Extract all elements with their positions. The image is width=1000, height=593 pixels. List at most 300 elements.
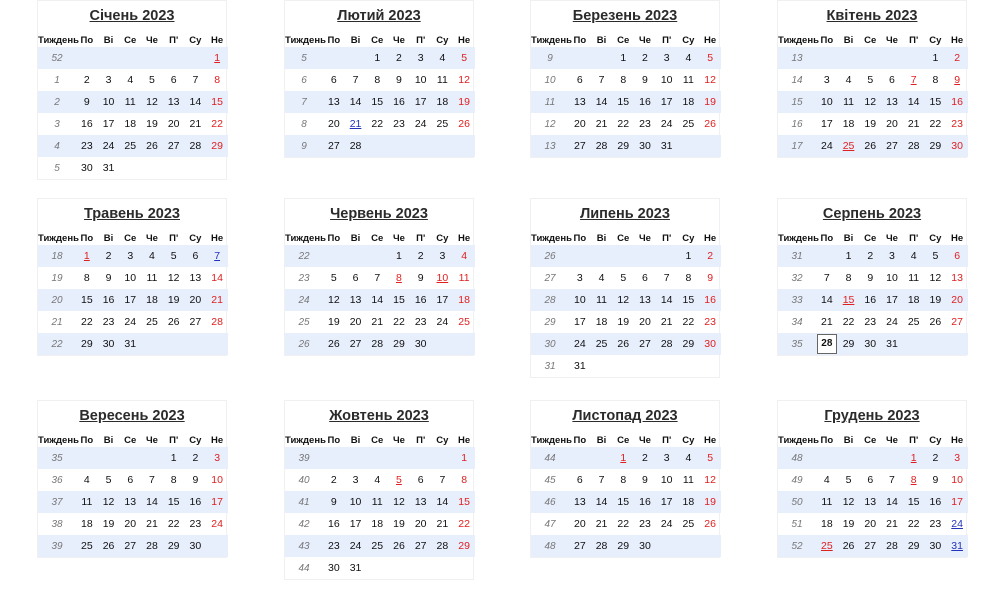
weekday-header: По bbox=[327, 435, 341, 446]
day-cell: 27 bbox=[345, 333, 367, 355]
day-cell: 19 bbox=[925, 289, 947, 311]
empty-day-cell bbox=[119, 47, 141, 69]
week-number: 34 bbox=[791, 316, 803, 328]
day-cell: 2 bbox=[699, 245, 721, 267]
day-cell: 5 bbox=[163, 245, 185, 267]
day-cell: 28 bbox=[366, 333, 388, 355]
week-row bbox=[38, 447, 228, 469]
day-cell: 4 bbox=[83, 474, 90, 486]
week-row bbox=[531, 491, 721, 513]
week-number: 26 bbox=[285, 333, 323, 355]
empty-day-cell bbox=[345, 245, 367, 267]
empty-day-cell bbox=[185, 157, 207, 179]
month-panel bbox=[37, 400, 227, 558]
day-cell: 1 bbox=[366, 47, 388, 69]
day-cell: 14 bbox=[591, 491, 613, 513]
month-table bbox=[531, 434, 721, 557]
day-cell: 15 bbox=[453, 491, 475, 513]
month-title-link[interactable]: Червень 2023 bbox=[330, 206, 428, 222]
weekday-header: П' bbox=[416, 233, 426, 244]
holiday-link[interactable]: 21 bbox=[349, 118, 362, 130]
week-number: 4 bbox=[38, 135, 76, 157]
day-cell: 30 bbox=[859, 333, 881, 355]
month-table bbox=[531, 232, 721, 377]
day-cell: 22 bbox=[929, 118, 942, 130]
day-cell: 25 bbox=[907, 316, 920, 328]
day-cell: 11 bbox=[458, 272, 470, 284]
weekday-header: Че bbox=[885, 435, 898, 446]
weekday-header: П' bbox=[909, 35, 919, 46]
week-number: 50 bbox=[778, 491, 816, 513]
day-cell: 11 bbox=[366, 491, 388, 513]
empty-day-cell bbox=[323, 47, 345, 69]
week-number: 44 bbox=[298, 562, 310, 574]
weekday-header: Су bbox=[682, 233, 695, 244]
holiday-link[interactable]: 15 bbox=[842, 294, 855, 306]
weekday-header: Су bbox=[929, 35, 942, 46]
day-cell: 9 bbox=[642, 474, 648, 486]
week-number: 6 bbox=[301, 74, 307, 86]
month-title-link[interactable]: Травень 2023 bbox=[84, 206, 180, 222]
weekday-header: Су bbox=[189, 35, 202, 46]
day-cell: 26 bbox=[167, 316, 180, 328]
day-cell: 24 bbox=[436, 316, 449, 328]
day-cell: 24 bbox=[660, 118, 673, 130]
week-row bbox=[778, 113, 968, 135]
week-number: 44 bbox=[531, 447, 569, 469]
empty-day-cell bbox=[453, 333, 475, 355]
holiday-link[interactable]: 10 bbox=[436, 272, 449, 284]
day-cell: 22 bbox=[842, 316, 855, 328]
week-row bbox=[531, 469, 721, 491]
week-row bbox=[778, 267, 968, 289]
day-cell: 21 bbox=[595, 518, 608, 530]
day-cell bbox=[388, 267, 410, 289]
week-row bbox=[285, 535, 475, 557]
day-cell bbox=[903, 469, 925, 491]
week-row bbox=[531, 447, 721, 469]
week-number: 48 bbox=[531, 535, 569, 557]
day-cell: 22 bbox=[371, 118, 384, 130]
month-panel bbox=[284, 400, 474, 580]
weekday-header: Су bbox=[436, 435, 449, 446]
holiday-link[interactable]: 1 bbox=[83, 250, 90, 262]
day-cell: 13 bbox=[881, 91, 903, 113]
empty-day-cell bbox=[816, 47, 838, 69]
month-title-link[interactable]: Жовтень 2023 bbox=[329, 408, 429, 424]
day-cell: 23 bbox=[414, 316, 427, 328]
day-cell: 15 bbox=[612, 491, 634, 513]
day-cell: 6 bbox=[185, 245, 207, 267]
weekday-header-row bbox=[531, 232, 721, 245]
day-cell: 27 bbox=[189, 316, 202, 328]
month-title-link[interactable]: Січень 2023 bbox=[89, 8, 175, 24]
weekday-header: Се bbox=[124, 435, 137, 446]
day-cell: 14 bbox=[903, 91, 925, 113]
day-cell: 24 bbox=[816, 135, 838, 157]
week-number-header: Тиждень bbox=[778, 233, 819, 244]
weekday-header: Се bbox=[371, 233, 384, 244]
day-cell: 20 bbox=[864, 518, 877, 530]
holiday-link[interactable]: 31 bbox=[951, 540, 963, 552]
day-cell: 5 bbox=[620, 272, 627, 284]
empty-day-cell bbox=[881, 47, 903, 69]
holiday-link[interactable]: 25 bbox=[821, 540, 833, 552]
weekday-header: Су bbox=[682, 435, 695, 446]
weekday-header-row bbox=[38, 232, 228, 245]
day-cell: 7 bbox=[192, 74, 199, 86]
day-cell: 8 bbox=[83, 272, 90, 284]
weekday-header-row bbox=[38, 34, 228, 47]
day-cell: 11 bbox=[816, 491, 838, 513]
day-cell: 7 bbox=[889, 474, 895, 486]
day-cell: 13 bbox=[163, 91, 185, 113]
weekday-header: Че bbox=[638, 435, 651, 446]
empty-day-cell bbox=[816, 447, 838, 469]
empty-day-cell bbox=[925, 333, 947, 355]
day-cell: 5 bbox=[330, 272, 337, 284]
empty-day-cell bbox=[634, 245, 656, 267]
week-row bbox=[285, 469, 475, 491]
weekday-header: Не bbox=[951, 233, 964, 244]
day-cell: 14 bbox=[816, 289, 838, 311]
week-row bbox=[531, 333, 721, 355]
day-cell: 19 bbox=[102, 518, 115, 530]
empty-day-cell bbox=[98, 47, 120, 69]
weekday-header: Ві bbox=[843, 233, 854, 244]
day-cell: 11 bbox=[146, 272, 158, 284]
day-cell: 17 bbox=[349, 518, 362, 530]
month-table bbox=[285, 232, 475, 355]
empty-day-cell bbox=[656, 355, 678, 377]
week-row bbox=[778, 289, 968, 311]
day-cell: 27 bbox=[163, 135, 185, 157]
weekday-header: По bbox=[573, 35, 587, 46]
day-cell: 9 bbox=[105, 272, 112, 284]
month-panel bbox=[530, 198, 720, 378]
weekday-header: Че bbox=[885, 35, 898, 46]
day-cell: 16 bbox=[859, 289, 881, 311]
weekday-header: Су bbox=[189, 233, 202, 244]
day-cell: 4 bbox=[678, 447, 700, 469]
week-number: 39 bbox=[285, 447, 323, 469]
empty-day-cell bbox=[345, 47, 367, 69]
day-cell: 28 bbox=[903, 135, 925, 157]
day-cell bbox=[206, 245, 228, 267]
empty-day-cell bbox=[323, 447, 345, 469]
weekday-header-row bbox=[285, 232, 475, 245]
day-cell: 10 bbox=[886, 272, 898, 284]
day-cell: 20 bbox=[167, 118, 180, 130]
empty-day-cell bbox=[453, 557, 475, 579]
holiday-link[interactable]: 25 bbox=[842, 140, 855, 152]
week-number: 11 bbox=[531, 91, 569, 113]
weekday-header: Не bbox=[458, 35, 471, 46]
empty-day-cell bbox=[388, 135, 410, 157]
day-cell: 10 bbox=[660, 474, 673, 486]
weekday-header: Су bbox=[682, 35, 695, 46]
month-title-link[interactable]: Серпень 2023 bbox=[822, 206, 922, 222]
day-cell: 30 bbox=[634, 535, 656, 557]
day-cell: 18 bbox=[432, 91, 454, 113]
weekday-header: Се bbox=[617, 435, 630, 446]
month-title-link[interactable]: Вересень 2023 bbox=[79, 408, 185, 424]
month-title-link[interactable]: Липень 2023 bbox=[580, 206, 670, 222]
day-cell: 5 bbox=[149, 74, 155, 86]
day-cell: 31 bbox=[574, 360, 586, 372]
weekday-header: Ві bbox=[596, 35, 607, 46]
weekday-header: Не bbox=[704, 435, 717, 446]
weekday-header: По bbox=[820, 35, 834, 46]
week-row bbox=[38, 289, 228, 311]
week-number: 19 bbox=[51, 272, 63, 284]
empty-day-cell bbox=[656, 245, 678, 267]
week-number: 29 bbox=[544, 316, 556, 328]
week-number: 40 bbox=[298, 474, 310, 486]
day-cell: 29 bbox=[612, 535, 634, 557]
week-number: 5 bbox=[285, 47, 323, 69]
day-cell: 17 bbox=[881, 289, 903, 311]
day-cell: 7 bbox=[439, 474, 446, 486]
day-cell: 12 bbox=[167, 272, 180, 284]
empty-day-cell bbox=[388, 447, 410, 469]
month-panel bbox=[777, 0, 967, 158]
day-cell: 27 bbox=[634, 333, 656, 355]
day-cell: 16 bbox=[81, 118, 93, 130]
weekday-header: Че bbox=[638, 233, 651, 244]
day-cell bbox=[76, 245, 98, 267]
week-number-header: Тиждень bbox=[38, 35, 79, 46]
weekday-header: П' bbox=[169, 35, 179, 46]
empty-day-cell bbox=[612, 245, 634, 267]
day-cell: 1 bbox=[388, 245, 410, 267]
day-cell: 31 bbox=[656, 135, 678, 157]
week-row bbox=[285, 91, 475, 113]
day-cell: 28 bbox=[656, 333, 678, 355]
week-number: 10 bbox=[544, 74, 556, 86]
holiday-link[interactable]: 9 bbox=[954, 74, 961, 86]
day-cell: 15 bbox=[76, 289, 98, 311]
day-cell: 18 bbox=[81, 518, 93, 530]
week-row bbox=[285, 557, 475, 579]
day-cell: 30 bbox=[410, 333, 432, 355]
day-cell: 29 bbox=[612, 135, 634, 157]
day-cell: 16 bbox=[634, 91, 656, 113]
day-cell: 20 bbox=[328, 118, 340, 130]
day-cell: 16 bbox=[98, 289, 120, 311]
month-panel bbox=[777, 400, 967, 558]
week-number-header: Тиждень bbox=[285, 35, 326, 46]
week-row bbox=[285, 491, 475, 513]
day-cell: 22 bbox=[211, 118, 223, 130]
day-cell: 5 bbox=[105, 474, 112, 486]
day-cell: 8 bbox=[620, 74, 627, 86]
day-cell: 11 bbox=[908, 272, 920, 284]
empty-day-cell bbox=[323, 245, 345, 267]
day-cell: 27 bbox=[569, 535, 591, 557]
day-cell: 3 bbox=[656, 447, 678, 469]
week-number: 8 bbox=[301, 118, 307, 130]
weekday-header-row bbox=[38, 434, 228, 447]
week-number: 38 bbox=[51, 518, 63, 530]
day-cell: 27 bbox=[881, 135, 903, 157]
weekday-header: Че bbox=[392, 435, 405, 446]
day-cell bbox=[838, 135, 860, 157]
day-cell: 11 bbox=[838, 91, 860, 113]
day-cell: 10 bbox=[660, 74, 673, 86]
day-cell: 27 bbox=[410, 535, 432, 557]
weekday-header: Не bbox=[211, 35, 224, 46]
day-cell: 29 bbox=[163, 535, 185, 557]
weekday-header: Че bbox=[392, 233, 405, 244]
day-cell bbox=[816, 333, 838, 355]
week-row bbox=[531, 47, 721, 69]
week-row bbox=[285, 113, 475, 135]
holiday-link[interactable]: 8 bbox=[396, 272, 402, 284]
holiday-link[interactable]: 1 bbox=[214, 52, 221, 64]
month-title-link[interactable]: Листопад 2023 bbox=[572, 408, 678, 424]
month-table bbox=[38, 232, 228, 355]
week-number: 22 bbox=[285, 245, 323, 267]
day-cell: 21 bbox=[371, 316, 384, 328]
day-cell: 22 bbox=[617, 118, 630, 130]
week-row bbox=[285, 267, 475, 289]
empty-day-cell bbox=[591, 447, 613, 469]
day-cell: 21 bbox=[189, 118, 202, 130]
day-cell: 31 bbox=[102, 162, 115, 174]
empty-day-cell bbox=[678, 355, 700, 377]
weekday-header: Ві bbox=[843, 35, 854, 46]
day-cell: 25 bbox=[436, 118, 449, 130]
day-cell: 24 bbox=[124, 316, 137, 328]
week-row bbox=[285, 447, 475, 469]
weekday-header-row bbox=[531, 34, 721, 47]
day-cell: 13 bbox=[410, 491, 432, 513]
day-cell: 10 bbox=[569, 289, 591, 311]
day-cell: 4 bbox=[598, 272, 605, 284]
day-cell: 10 bbox=[345, 491, 367, 513]
empty-day-cell bbox=[634, 355, 656, 377]
weekday-header: Че bbox=[145, 233, 158, 244]
empty-day-cell bbox=[119, 447, 141, 469]
day-cell: 22 bbox=[393, 316, 405, 328]
day-cell: 13 bbox=[569, 91, 591, 113]
empty-day-cell bbox=[432, 447, 454, 469]
week-row bbox=[531, 355, 721, 377]
week-row bbox=[38, 311, 228, 333]
holiday-link[interactable]: 24 bbox=[951, 518, 963, 530]
day-cell: 18 bbox=[595, 316, 608, 328]
week-number: 3 bbox=[54, 118, 60, 130]
week-number: 14 bbox=[791, 74, 803, 86]
weekday-header: Се bbox=[864, 35, 877, 46]
day-cell: 24 bbox=[98, 135, 120, 157]
day-cell: 16 bbox=[946, 91, 968, 113]
weekday-header-row bbox=[778, 434, 968, 447]
day-cell: 23 bbox=[929, 518, 942, 530]
day-cell: 11 bbox=[76, 491, 98, 513]
month-panel bbox=[284, 0, 474, 158]
day-cell: 6 bbox=[576, 74, 583, 86]
weekday-header: Ві bbox=[596, 435, 607, 446]
holiday-link[interactable]: 7 bbox=[214, 250, 221, 262]
week-row bbox=[38, 91, 228, 113]
day-cell: 15 bbox=[925, 91, 947, 113]
month-title-link[interactable]: Лютий 2023 bbox=[337, 8, 421, 24]
empty-day-cell bbox=[453, 135, 475, 157]
day-cell: 8 bbox=[214, 74, 221, 86]
day-cell: 20 bbox=[574, 118, 586, 130]
holiday-link[interactable]: 1 bbox=[620, 452, 627, 464]
weekday-header: Ві bbox=[103, 233, 114, 244]
week-number: 35 bbox=[38, 447, 76, 469]
empty-day-cell bbox=[366, 557, 388, 579]
weekday-header: Не bbox=[211, 233, 224, 244]
day-cell: 25 bbox=[76, 535, 98, 557]
day-cell: 3 bbox=[119, 245, 141, 267]
weekday-header: По bbox=[327, 35, 341, 46]
day-cell: 13 bbox=[189, 272, 202, 284]
holiday-link[interactable]: 7 bbox=[910, 74, 917, 86]
holiday-link[interactable]: 8 bbox=[910, 474, 917, 486]
day-cell: 19 bbox=[842, 518, 855, 530]
day-cell: 22 bbox=[81, 316, 93, 328]
day-cell: 20 bbox=[946, 289, 968, 311]
day-cell: 12 bbox=[323, 289, 345, 311]
day-cell: 30 bbox=[634, 135, 656, 157]
day-cell: 26 bbox=[388, 535, 410, 557]
weekday-header: П' bbox=[909, 233, 919, 244]
weekday-header: П' bbox=[416, 35, 426, 46]
holiday-link[interactable]: 5 bbox=[396, 474, 402, 486]
month-title-link[interactable]: Квітень 2023 bbox=[826, 8, 918, 24]
day-cell: 6 bbox=[170, 74, 177, 86]
day-cell: 13 bbox=[859, 491, 881, 513]
day-cell: 29 bbox=[453, 535, 475, 557]
week-number: 22 bbox=[38, 333, 76, 355]
week-row bbox=[778, 447, 968, 469]
week-number: 15 bbox=[778, 91, 816, 113]
day-cell: 11 bbox=[591, 289, 613, 311]
month-table bbox=[38, 34, 228, 179]
day-cell: 20 bbox=[349, 316, 362, 328]
weekday-header: Не bbox=[704, 35, 717, 46]
month-title-link[interactable]: Березень 2023 bbox=[572, 8, 678, 24]
weekday-header: П' bbox=[662, 435, 672, 446]
day-cell bbox=[432, 267, 454, 289]
empty-day-cell bbox=[699, 135, 721, 157]
holiday-link[interactable]: 1 bbox=[910, 452, 917, 464]
month-title-link[interactable]: Грудень 2023 bbox=[824, 408, 920, 424]
week-number-header: Тиждень bbox=[778, 35, 819, 46]
week-number: 32 bbox=[791, 272, 803, 284]
weekday-header: Не bbox=[211, 435, 224, 446]
weekday-header: Су bbox=[436, 233, 449, 244]
week-number: 52 bbox=[38, 47, 76, 69]
empty-day-cell bbox=[881, 447, 903, 469]
empty-day-cell bbox=[141, 157, 163, 179]
day-cell: 22 bbox=[682, 316, 695, 328]
month-panel bbox=[37, 198, 227, 356]
weekday-header: Ві bbox=[596, 233, 607, 244]
week-number: 52 bbox=[778, 535, 816, 557]
empty-day-cell bbox=[76, 447, 98, 469]
empty-day-cell bbox=[699, 535, 721, 557]
empty-day-cell bbox=[185, 333, 207, 355]
week-number: 47 bbox=[544, 518, 556, 530]
weekday-header-row bbox=[285, 34, 475, 47]
day-cell: 6 bbox=[889, 74, 895, 86]
